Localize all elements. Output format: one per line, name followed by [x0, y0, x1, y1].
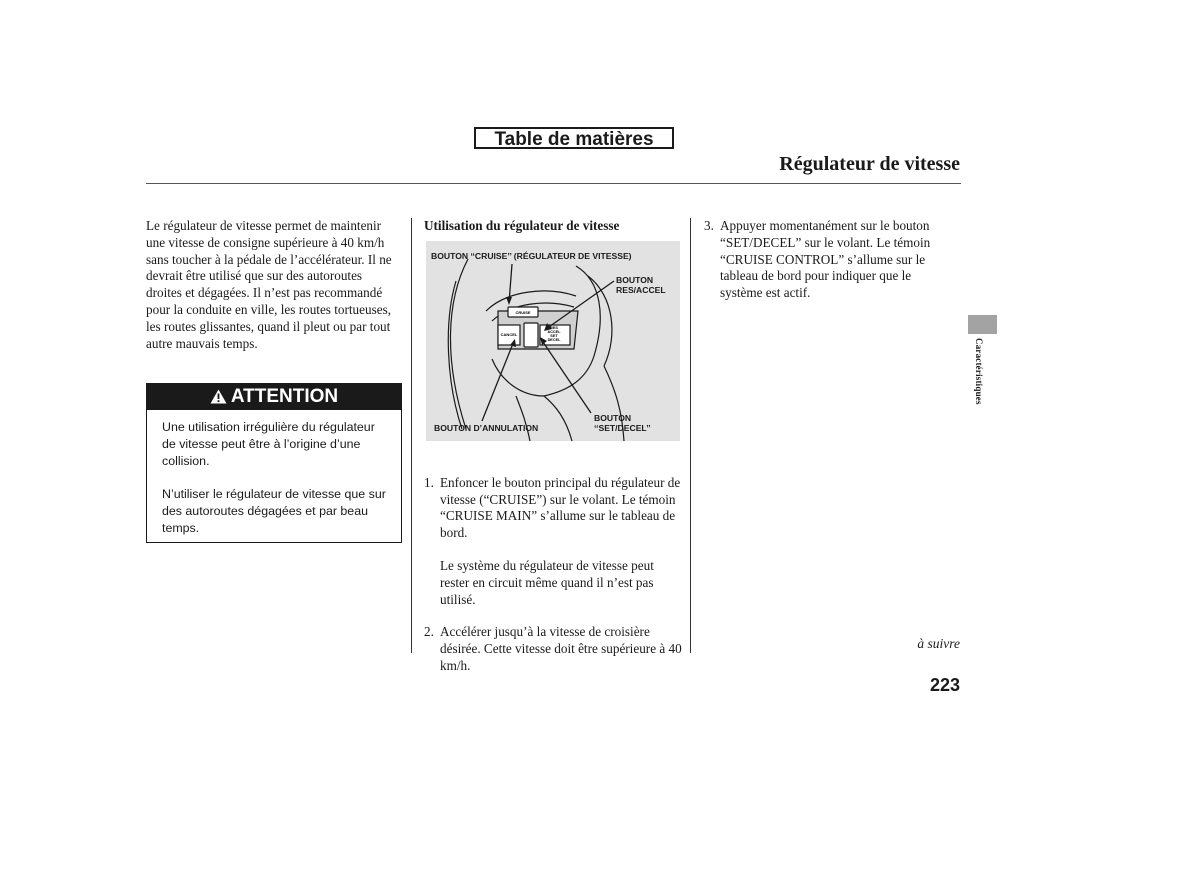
step-number: 2.	[424, 624, 434, 640]
attention-title: ATTENTION	[230, 386, 339, 407]
callout-set-decel-line2: ‘‘SET/DECEL’’	[594, 423, 651, 433]
callout-res-accel-line1: BOUTON	[616, 275, 654, 285]
attention-paragraph: N’utiliser le régulateur de vitesse que sur des autoroutes dégagées et par beau temps.	[162, 487, 386, 535]
step-text: Le système du régulateur de vitesse peut rester en circuit même quand il n’est pas utilisé.	[440, 557, 654, 607]
decel-button-label: DECEL	[547, 338, 561, 342]
step-text: Accélérer jusqu’à la vitesse de croisière désirée. Cette vitesse doit être supérieure à 40 km/h.	[440, 624, 682, 673]
list-item	[424, 558, 682, 608]
attention-paragraph: Une utilisation irrégulière du régulateur de vitesse peut être à l’origine d’une collision.	[162, 420, 375, 468]
intro-column	[146, 218, 398, 352]
callout-cancel-button: BOUTON D’ANNULATION	[434, 423, 539, 433]
continued-note: à suivre	[917, 636, 960, 651]
column-divider	[690, 218, 691, 653]
section-heading: Utilisation du régulateur de vitesse	[424, 218, 620, 233]
accel-button-label: ACCEL	[547, 330, 561, 334]
chapter-tab-label: Caractéristiques	[974, 338, 984, 405]
step-three-column	[704, 218, 954, 302]
callout-cruise-button: BOUTON ‘‘CRUISE’’ (RÉGULATEUR DE VITESSE)	[431, 251, 632, 261]
steering-wheel-illustration	[426, 241, 680, 441]
column-divider	[411, 218, 412, 653]
attention-body	[147, 410, 401, 537]
list-item	[704, 218, 954, 302]
step-text: Enfoncer le bouton principal du régulateur de vitesse (“CRUISE”) sur le volant. Le témoin “CRUISE MAIN” s’allume sur le tableau de bord.	[440, 474, 681, 541]
intro-paragraph: Le régulateur de vitesse permet de maintenir une vitesse de consigne supérieure à 40 km/h sans toucher à la pédale de l’accélérateur. Il ne devrait être utilisé que sur des autoroutes droites et dégagées. Il n’est pas recommandé pour la conduite en ville, les routes tortueuses, les routes glissantes, quand il pleut ou par tout autre mauvais temps.	[146, 218, 392, 351]
steering-wheel-figure	[426, 241, 680, 441]
attention-header	[147, 384, 401, 410]
chapter-tab[interactable]	[968, 315, 997, 334]
callout-set-decel-line1: BOUTON	[594, 413, 632, 423]
step-number: 3.	[704, 218, 714, 233]
list-item	[424, 475, 682, 542]
warning-triangle-icon	[210, 389, 227, 404]
step-number	[424, 558, 440, 608]
step-number: 1.	[424, 474, 434, 490]
step-text: Appuyer momentanément sur le bouton “SET/DECEL” sur le volant. Le témoin “CRUISE CONTROL” s’allume sur le tableau de bord pour indiquer que le système est actif.	[720, 218, 931, 301]
res-button-label: RES	[550, 326, 558, 330]
cancel-button-label: CANCEL	[500, 332, 518, 337]
page-title: Régulateur de vitesse	[779, 153, 960, 175]
page-number: 223	[929, 675, 960, 695]
header-rule	[146, 183, 961, 184]
set-button-label: SET	[550, 334, 558, 338]
attention-box	[146, 383, 402, 543]
callout-res-accel-line2: RES/ACCEL	[616, 285, 666, 295]
table-of-contents-button[interactable]: Table de matières	[474, 127, 674, 149]
cruise-button-label: CRUISE	[515, 310, 531, 315]
list-item	[424, 624, 682, 674]
